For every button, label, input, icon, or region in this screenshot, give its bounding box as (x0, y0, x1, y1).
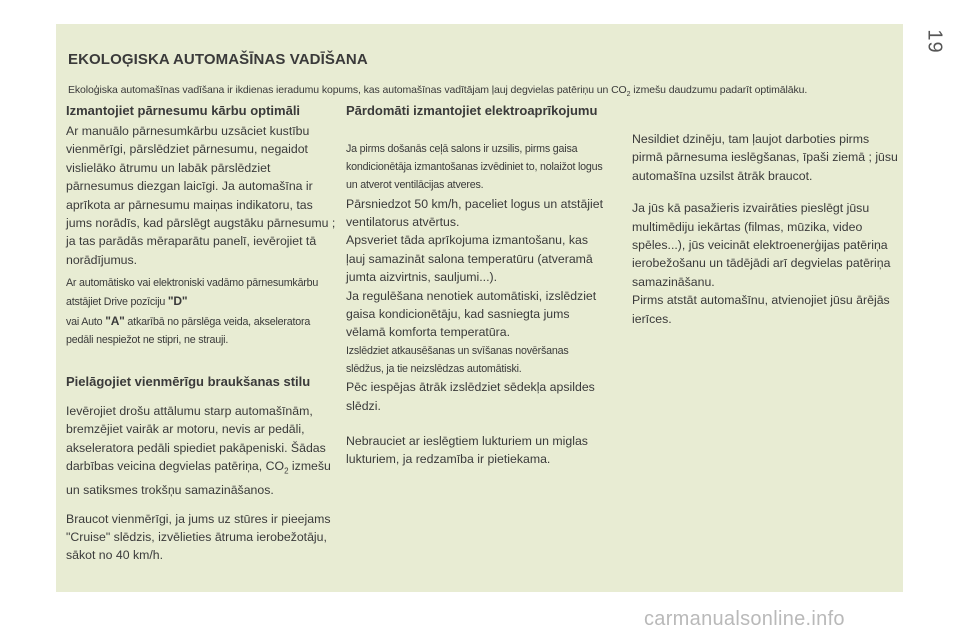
column-middle (346, 104, 606, 469)
automatic-gearbox-note: Ar automātisko vai elektroniski vadāmo pārnesumkārbu atstājiet Drive pozīciju "D" vai Auto "A" atkarībā no pārslēga veida, akseleratora pedāli nespiežot ne stipri, ne strauji. (66, 277, 319, 346)
column-left (66, 104, 336, 565)
defrost-note: Izslēdziet atkausēšanas un svīšanas novēršanas slēdžus, ja tie neizslēdzas automātiski. (346, 344, 569, 376)
air-conditioning-paragraph: Ja regulēšana nenotiek automātiski, izslēdziet gaisa kondicionētāju, kad sasniegta jums vēlamā komforta temperatūra. (346, 288, 597, 340)
equipment-paragraph: Apsveriet tāda aprīkojuma izmantošanu, kas ļauj samazināt salona temperatūru (atveramā jumta aizvirtnis, sauljumi...). (346, 233, 593, 285)
content-panel (56, 24, 903, 592)
gearbox-paragraph: Ar manuālo pārnesumkārbu uzsāciet kustību vienmērīgi, pārslēdziet pārnesumu, negaidot vislielāko ātrumu un labāk pārslēdziet pārnesumus diezgan laicīgi. Ja automašīna ir aprīkota ar pārnesumu maiņas indikatoru, tas jums norādīs, kad pārslēgt augstāku pārnesumu ; ja tas parādās mēraparātu panelī, ievērojiet tā norādījumus. (66, 124, 336, 267)
column-right (632, 130, 902, 328)
driving-style-paragraph: Ievērojiet drošu attālumu starp automašīnām, bremzējiet vairāk ar motoru, nevis ar pedāli, akseleratora pedāli spiediet pakāpeniski. Šādas darbības veicina degvielas patēriņa, $CO_2$ izmešu un satiksmes trokšņu samazināšanos. (66, 404, 331, 498)
intro-text: Ekoloģiska automašīnas vadīšana ir ikdienas ieradumu kopums, kas automašīnas vadītājam ļauj degvielas patēriņu un $CO_2$ izmešu daudzumu padarīt optimālāku. (68, 84, 808, 99)
cruise-paragraph: Braucot vienmērīgi, ja jums uz stūres ir pieejams "Cruise" slēdzis, izvēlieties ātruma ierobežotāju, sākot no 40 km/h. (66, 511, 331, 563)
external-devices-paragraph: Pirms atstāt automašīnu, atvienojiet jūsu ārējās ierīces. (632, 293, 890, 326)
lights-paragraph: Nebrauciet ar ieslēgtiem lukturiem un miglas lukturiem, ja redzamība ir pietiekama. (346, 434, 588, 467)
section-heading-electrical: Pārdomāti izmantojiet elektroaprīkojumu (346, 103, 598, 118)
section-heading-gearbox: Izmantojiet pārnesumu kārbu optimāli (66, 103, 301, 118)
multimedia-paragraph: Ja jūs kā pasažieris izvairāties pieslēgt jūsu multimēdiju iekārtas (filmas, mūzika, video spēles...), jūs veicināt elektroenerģijas patēriņa ierobežošanu un tādējādi arī degvielas patēriņa samazināšanu. (632, 201, 891, 289)
section-heading-driving-style: Pielāgojiet vienmērīgu braukšanas stilu (66, 374, 311, 390)
seat-heating-paragraph: Pēc iespējas ātrāk izslēdziet sēdekļa apsildes slēdzi. (346, 380, 595, 413)
windows-paragraph: Pārsniedzot 50 km/h, paceliet logus un atstājiet ventilatorus atvērtus. (346, 196, 604, 230)
engine-warmup-paragraph: Nesildiet dzinēju, tam ļaujot darboties pirms pirmā pārnesuma ieslēgšanas, īpaši ziemā ; jūsu automašīna uzsilst ātrāk braucot. (632, 132, 898, 183)
page-number: 19 (923, 29, 946, 54)
ventilation-note: Ja pirms došanās ceļā salons ir uzsilis, pirms gaisa kondicionētāja izmantošanas izvēdiniet to, nolaižot logus un atverot ventilācijas atveres. (346, 143, 603, 192)
watermark: carmanualsonline.info (644, 608, 845, 630)
page-title: EKOLOĢISKA AUTOMAŠĪNAS VADĪŠANA (68, 51, 368, 68)
